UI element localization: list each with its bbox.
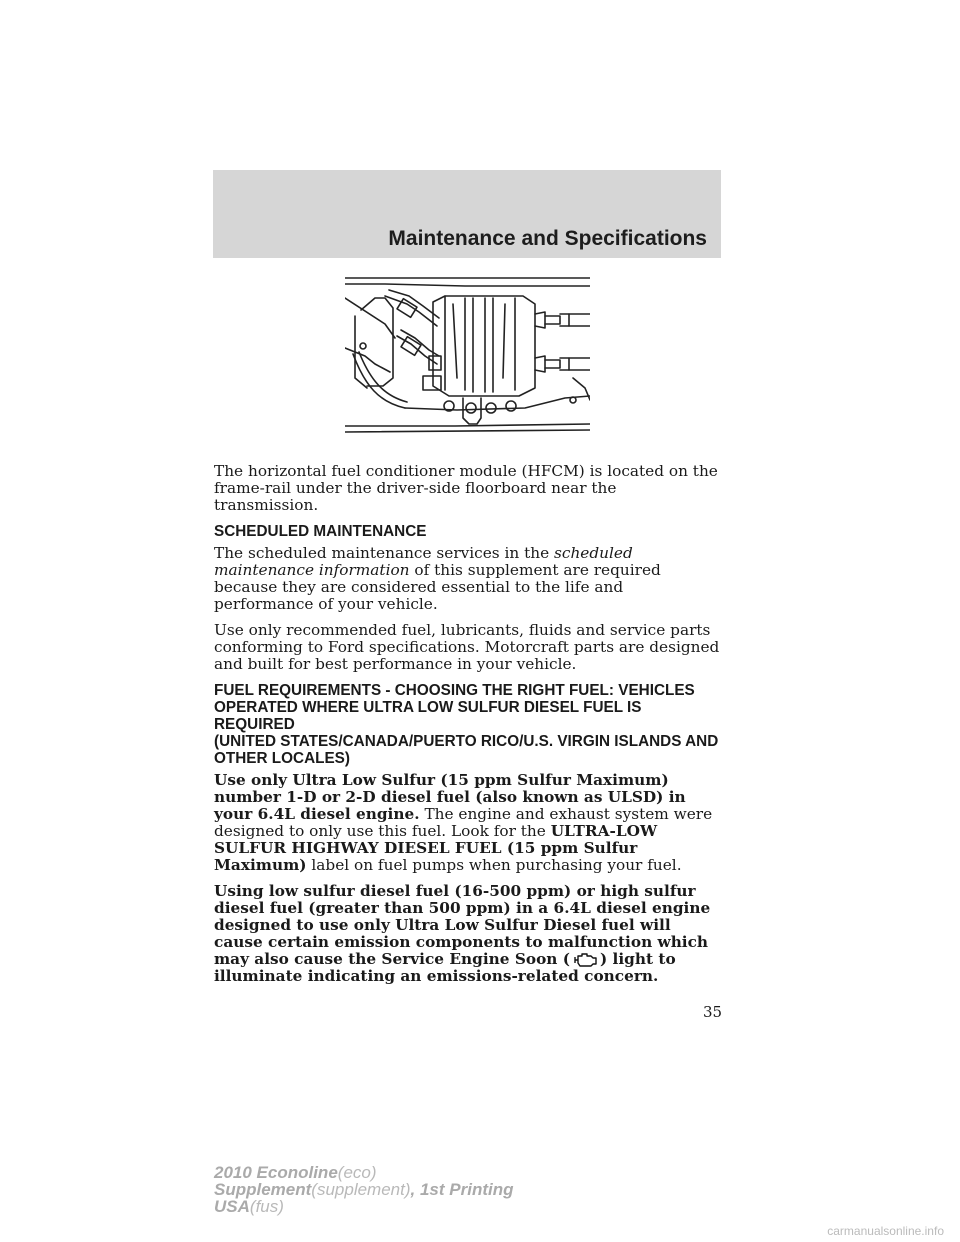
section-title: Maintenance and Specifications (388, 227, 707, 250)
fuel-requirements-heading (214, 682, 722, 767)
scheduled-maintenance-reference: scheduled maintenance information (214, 544, 633, 579)
low-sulfur-text-b: light to illuminate indicating an emissions-related concern. (214, 950, 676, 985)
footer-supplement-code: (supplement) (311, 1180, 411, 1199)
service-engine-soon-icon (571, 951, 599, 967)
scheduled-maintenance-paragraph (214, 545, 722, 613)
ulsd-paragraph (214, 772, 722, 874)
footer-supplement: Supplement (214, 1180, 312, 1199)
footer-line-1 (214, 1164, 513, 1181)
footer-line-2 (214, 1181, 513, 1198)
footer-printing: 1st Printing (419, 1180, 514, 1199)
footer-separator: , (410, 1180, 420, 1199)
ulsd-text-a: The engine and exhaust system were designed to only use this fuel. Look for the (214, 805, 713, 840)
fuel-conditioner-module-illustration (345, 268, 590, 440)
footer-market-code: (fus) (249, 1197, 284, 1216)
ulsd-label-name: ULTRA-LOW SULFUR HIGHWAY DIESEL FUEL (15 ppm Sulfur Maximum) (214, 822, 658, 874)
footer-line-3 (214, 1198, 513, 1215)
section-header-band (213, 170, 721, 258)
scheduled-text-b: of this supplement are required because they are considered essential to the life and performance of your vehicle. (214, 561, 661, 613)
footer-market: USA (214, 1197, 250, 1216)
ulsd-text-b: label on fuel pumps when purchasing your fuel. (311, 856, 682, 874)
ulsd-warning: Use only Ultra Low Sulfur (15 ppm Sulfur Maximum) number 1-D or 2-D diesel fuel (also known as ULSD) in your 6.4L diesel engine. (214, 771, 686, 823)
low-sulfur-warning-paragraph (214, 883, 722, 985)
paren-open: ( (562, 950, 570, 968)
recommended-parts-paragraph: Use only recommended fuel, lubricants, fluids and service parts conforming to Ford specifications. Motorcraft parts are designed and built for best performance in your vehicle. (214, 621, 720, 673)
watermark: carmanualsonline.info (827, 1224, 944, 1238)
fuel-heading-line-2: (UNITED STATES/CANADA/PUERTO RICO/U.S. VIRGIN ISLANDS AND OTHER LOCALES) (214, 733, 719, 767)
footer-model-code: (eco) (337, 1163, 377, 1182)
scheduled-maintenance-heading: SCHEDULED MAINTENANCE (214, 523, 427, 540)
paren-close: ) (599, 950, 608, 968)
footer-model: 2010 Econoline (214, 1163, 338, 1182)
page-content (214, 463, 722, 994)
hfcm-location-paragraph: The horizontal fuel conditioner module (HFCM) is located on the frame-rail under the driver-side floorboard near the transmission. (214, 462, 718, 514)
scheduled-text-a: The scheduled maintenance services in the (214, 544, 550, 562)
fuel-heading-line-1: FUEL REQUIREMENTS - CHOOSING THE RIGHT FUEL: VEHICLES OPERATED WHERE ULTRA LOW SULFUR DIESEL FUEL IS REQUIRED (214, 682, 695, 733)
document-footer (214, 1164, 513, 1215)
page-number: 35 (703, 1003, 723, 1021)
low-sulfur-text-a: Using low sulfur diesel fuel (16-500 ppm) or high sulfur diesel fuel (greater than 500 ppm) in a 6.4L diesel engine designed to use only Ultra Low Sulfur Diesel fuel will cause certain emission components to malfunction which may also cause the Service Engine Soon (214, 882, 711, 968)
